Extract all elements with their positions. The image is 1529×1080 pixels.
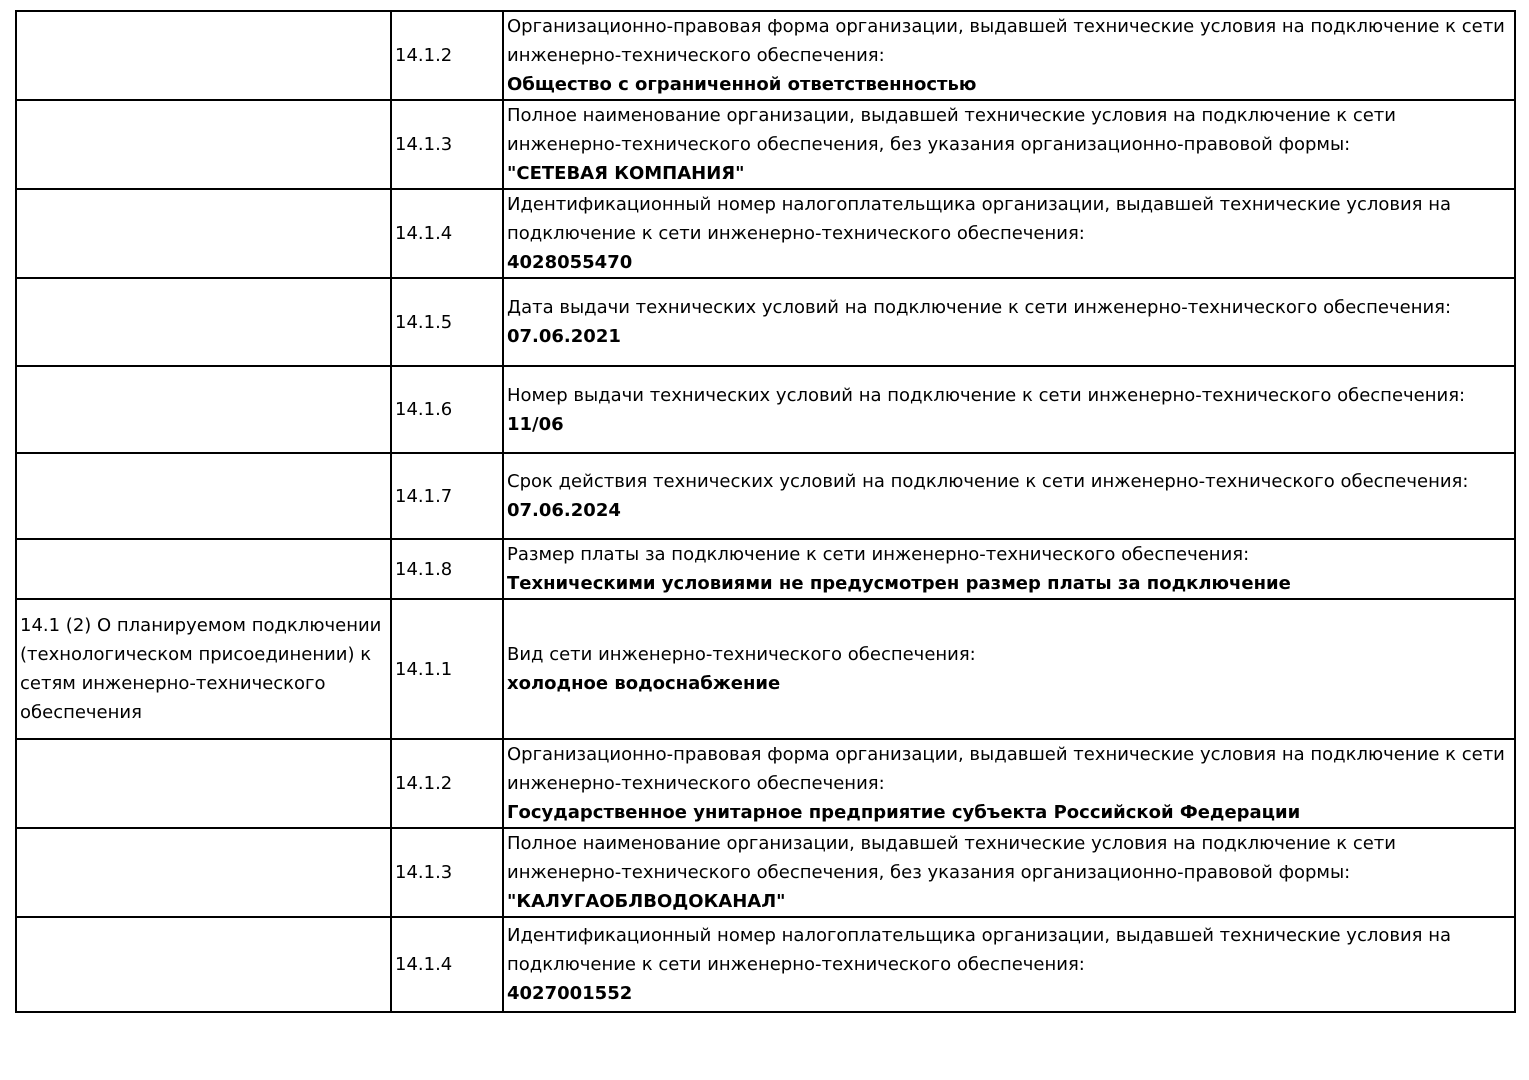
row-content-cell: [503, 539, 1515, 599]
table-row: [16, 278, 1515, 366]
row-label: Организационно-правовая форма организации, выдавшей технические условия на подключение к сети инженерно-технического обеспечения:: [507, 744, 1505, 794]
row-code-cell: 14.1.3: [391, 828, 503, 917]
row-label: Идентификационный номер налогоплательщика организации, выдавшей технические условия на подключение к сети инженерно-технического обеспечения:: [507, 925, 1452, 975]
row-value: холодное водоснабжение: [507, 673, 781, 694]
row-code-cell: 14.1.2: [391, 11, 503, 100]
row-code-cell: 14.1.5: [391, 278, 503, 366]
section-title-cell: [16, 539, 391, 599]
table-row: [16, 366, 1515, 453]
row-code-cell: 14.1.4: [391, 917, 503, 1012]
row-code-cell: 14.1.3: [391, 100, 503, 189]
row-label: Номер выдачи технических условий на подключение к сети инженерно-технического обеспечения:: [507, 384, 1466, 406]
section-title-cell: [16, 917, 391, 1012]
row-content-cell: [503, 739, 1515, 828]
row-value: 07.06.2024: [507, 500, 621, 521]
section-title-cell: [16, 11, 391, 100]
row-value: "СЕТЕВАЯ КОМПАНИЯ": [507, 163, 745, 184]
row-content-cell: [503, 599, 1515, 739]
row-value: Техническими условиями не предусмотрен размер платы за подключение: [507, 573, 1291, 594]
row-content-cell: [503, 189, 1515, 278]
row-value: Государственное унитарное предприятие субъекта Российской Федерации: [507, 802, 1301, 823]
row-code-cell: 14.1.1: [391, 599, 503, 739]
row-content-cell: [503, 11, 1515, 100]
row-code-cell: 14.1.2: [391, 739, 503, 828]
row-content-cell: [503, 366, 1515, 453]
declaration-table-body: [16, 11, 1515, 1012]
section-title-cell: [16, 189, 391, 278]
section-title-cell: [16, 739, 391, 828]
row-label: Полное наименование организации, выдавшей технические условия на подключение к сети инженерно-технического обеспечения, без указания организационно-правовой формы:: [507, 105, 1396, 155]
section-title-cell: [16, 828, 391, 917]
table-row: [16, 599, 1515, 739]
table-row: [16, 739, 1515, 828]
table-row: [16, 189, 1515, 278]
row-content-cell: [503, 278, 1515, 366]
table-row: [16, 11, 1515, 100]
row-code-cell: 14.1.4: [391, 189, 503, 278]
table-row: [16, 453, 1515, 539]
row-code-cell: 14.1.6: [391, 366, 503, 453]
section-title-cell: [16, 453, 391, 539]
row-code-cell: 14.1.7: [391, 453, 503, 539]
section-title-cell: [16, 278, 391, 366]
section-title-cell: 14.1 (2) О планируемом подключении (технологическом присоединении) к сетям инженерно-технического обеспечения: [16, 599, 391, 739]
row-label: Организационно-правовая форма организации, выдавшей технические условия на подключение к сети инженерно-технического обеспечения:: [507, 16, 1505, 66]
row-content-cell: [503, 917, 1515, 1012]
row-content-cell: [503, 100, 1515, 189]
row-value: 07.06.2021: [507, 326, 621, 347]
row-value: Общество с ограниченной ответственностью: [507, 74, 977, 95]
row-label: Дата выдачи технических условий на подключение к сети инженерно-технического обеспечения:: [507, 297, 1452, 318]
table-row: [16, 100, 1515, 189]
section-title-cell: [16, 100, 391, 189]
row-label: Размер платы за подключение к сети инженерно-технического обеспечения:: [507, 544, 1250, 565]
row-value: "КАЛУГАОБЛВОДОКАНАЛ": [507, 891, 786, 912]
row-label: Идентификационный номер налогоплательщика организации, выдавшей технические условия на подключение к сети инженерно-технического обеспечения:: [507, 194, 1452, 244]
row-value: 4028055470: [507, 252, 633, 273]
section-title-cell: [16, 366, 391, 453]
table-row: [16, 917, 1515, 1012]
declaration-table: [15, 10, 1516, 1013]
row-value: 11/06: [507, 413, 564, 435]
table-row: [16, 828, 1515, 917]
row-label: Срок действия технических условий на подключение к сети инженерно-технического обеспечения:: [507, 471, 1469, 492]
row-value: 4027001552: [507, 983, 633, 1004]
row-label: Вид сети инженерно-технического обеспечения:: [507, 644, 976, 665]
row-content-cell: [503, 453, 1515, 539]
row-content-cell: [503, 828, 1515, 917]
row-code-cell: 14.1.8: [391, 539, 503, 599]
row-label: Полное наименование организации, выдавшей технические условия на подключение к сети инженерно-технического обеспечения, без указания организационно-правовой формы:: [507, 833, 1396, 883]
table-row: [16, 539, 1515, 599]
